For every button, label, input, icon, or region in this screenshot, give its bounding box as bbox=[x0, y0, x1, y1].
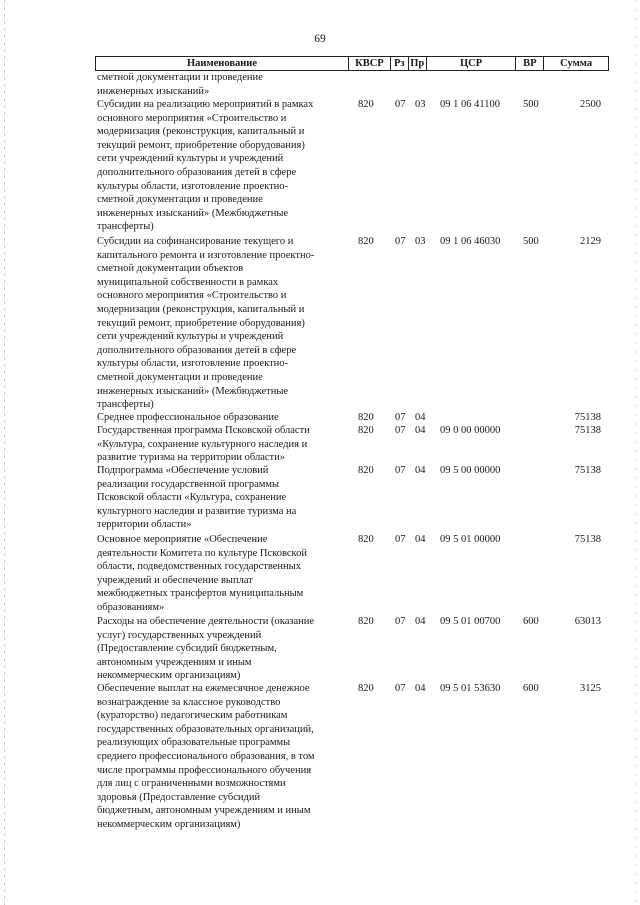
row-pr: 03 bbox=[415, 236, 426, 247]
table-header bbox=[95, 56, 609, 71]
column-header-rz: Рз bbox=[391, 57, 409, 70]
row-name: сметной документации и проведение инженерных изысканий» bbox=[97, 72, 263, 97]
row-csr: 09 5 01 00000 bbox=[440, 534, 501, 545]
row-name: Обеспечение выплат на ежемесячное денежное вознаграждение за классное руководство (кураторство) педагогическим работникам государственных образовательных организаций, реализующих образовательные программы среднего профессионального образования, в том числе программы профессионального обучения для лиц с ограниченными возможностями здоровья (Предоставление субсидий бюджетным, автономным учреждениям и иным некоммерческим организациям) bbox=[97, 683, 315, 830]
row-pr: 04 bbox=[415, 465, 426, 476]
row-name: Среднее профессиональное образование bbox=[97, 412, 279, 423]
page-number: 69 bbox=[314, 33, 326, 45]
row-name: Государственная программа Псковской области «Культура, сохранение культурного наследия и развитие туризма на территории области» bbox=[97, 425, 310, 464]
row-name: Подпрограмма «Обеспечение условий реализации государственной программы Псковской области «Культура, сохранение культурного наследия и развитие туризма на территории области» bbox=[97, 465, 297, 531]
row-vr: 600 bbox=[523, 616, 539, 627]
row-sum: 3125 bbox=[580, 683, 601, 694]
row-csr: 09 0 00 00000 bbox=[440, 425, 501, 436]
row-pr: 04 bbox=[415, 412, 426, 423]
row-pr: 04 bbox=[415, 534, 426, 545]
row-pr: 03 bbox=[415, 99, 426, 110]
row-pr: 04 bbox=[415, 616, 426, 627]
row-csr: 09 5 00 00000 bbox=[440, 465, 501, 476]
row-rz: 07 bbox=[395, 99, 406, 110]
row-rz: 07 bbox=[395, 534, 406, 545]
row-vr: 600 bbox=[523, 683, 539, 694]
row-kvsr: 820 bbox=[358, 425, 374, 436]
row-kvsr: 820 bbox=[358, 534, 374, 545]
row-csr: 09 1 06 46030 bbox=[440, 236, 501, 247]
scan-edge-right bbox=[635, 0, 636, 905]
scan-edge-left bbox=[4, 0, 5, 905]
row-rz: 07 bbox=[395, 412, 406, 423]
row-name: Субсидии на софинансирование текущего и капитального ремонта и изготовление проектно- сметной документации объектов муниципальной собственности в рамках основного мероприятия «Строительство и модернизация (реконструкция, капитальный и текущий ремонт, приобретение оборудования) сети учреждений культуры и учреждений дополнительного образования детей в сфере культуры области, изготовление проектно- сметной документации и проведение инженерных изысканий» (Межбюджетные трансферты) bbox=[97, 236, 315, 411]
row-sum: 2500 bbox=[580, 99, 601, 110]
row-kvsr: 820 bbox=[358, 616, 374, 627]
column-header-csr: ЦСР bbox=[427, 57, 517, 70]
row-csr: 09 5 01 53630 bbox=[440, 683, 501, 694]
row-kvsr: 820 bbox=[358, 465, 374, 476]
column-header-vr: ВР bbox=[516, 57, 544, 70]
row-pr: 04 bbox=[415, 425, 426, 436]
column-header-sum: Сумма bbox=[560, 58, 593, 69]
row-name: Субсидии на реализацию мероприятий в рамках основного мероприятия «Строительство и модернизация (реконструкция, капитальный и текущий ремонт, приобретение оборудования) сети учреждений культуры и учреждений дополнительного образования детей в сфере культуры области, изготовление проектно- сметной документации и проведение инженерных изысканий» (Межбюджетные трансферты) bbox=[97, 99, 314, 233]
row-rz: 07 bbox=[395, 425, 406, 436]
row-kvsr: 820 bbox=[358, 683, 374, 694]
row-csr: 09 5 01 00700 bbox=[440, 616, 501, 627]
row-rz: 07 bbox=[395, 616, 406, 627]
row-rz: 07 bbox=[395, 465, 406, 476]
row-kvsr: 820 bbox=[358, 236, 374, 247]
row-sum: 63013 bbox=[574, 616, 601, 627]
row-name: Основное мероприятие «Обеспечение деятельности Комитета по культуре Псковской области, подведомственных государственных учреждений и обеспечение выплат межбюджетных трансфертов муниципальным образованиям» bbox=[97, 534, 307, 613]
column-header-kvsr: КВСР bbox=[349, 57, 391, 70]
row-vr: 500 bbox=[523, 236, 539, 247]
row-sum: 75138 bbox=[574, 465, 601, 476]
row-name: Расходы на обеспечение деятельности (оказание услуг) государственных учреждений (Предоставление субсидий бюджетным, автономным учреждениям и иным некоммерческим организациям) bbox=[97, 616, 315, 682]
row-vr: 500 bbox=[523, 99, 539, 110]
row-sum: 75138 bbox=[574, 425, 601, 436]
row-kvsr: 820 bbox=[358, 99, 374, 110]
row-pr: 04 bbox=[415, 683, 426, 694]
row-csr: 09 1 06 41100 bbox=[440, 99, 500, 110]
row-kvsr: 820 bbox=[358, 412, 374, 423]
column-header-pr: Пр bbox=[409, 57, 427, 70]
row-sum: 75138 bbox=[574, 534, 601, 545]
row-sum: 75138 bbox=[574, 412, 601, 423]
row-rz: 07 bbox=[395, 236, 406, 247]
column-header-name: Наименование bbox=[96, 57, 349, 70]
row-rz: 07 bbox=[395, 683, 406, 694]
row-sum: 2129 bbox=[580, 236, 601, 247]
